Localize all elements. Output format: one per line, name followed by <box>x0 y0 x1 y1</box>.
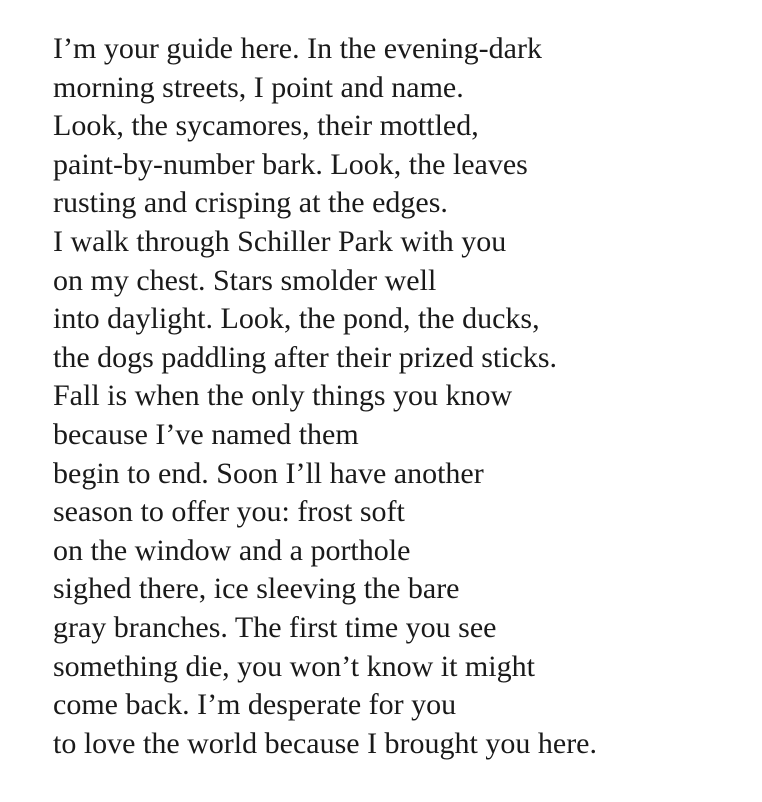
poem-line: Look, the sycamores, their mottled, <box>53 109 479 143</box>
poem-line: because I’ve named them <box>53 417 359 451</box>
poem-line: on my chest. Stars smolder well <box>53 263 437 297</box>
poem-line: the dogs paddling after their prized sticks. <box>53 340 558 374</box>
poem-line: gray branches. The first time you see <box>53 610 497 644</box>
poem-line: sighed there, ice sleeving the bare <box>53 572 460 606</box>
poem-line: to love the world because I brought you here. <box>53 726 597 760</box>
poem-line: morning streets, I point and name. <box>53 70 464 104</box>
poem-line: paint-by-number bark. Look, the leaves <box>53 147 528 181</box>
poem-line: season to offer you: frost soft <box>53 495 405 529</box>
poem-line: on the window and a porthole <box>53 533 411 567</box>
poem-text <box>53 30 743 763</box>
poem-line: Fall is when the only things you know <box>53 379 513 413</box>
poem-line: I’m your guide here. In the evening-dark <box>53 32 542 65</box>
poem-line: come back. I’m desperate for you <box>53 688 457 722</box>
poem-line: something die, you won’t know it might <box>53 649 535 683</box>
poem-line: begin to end. Soon I’ll have another <box>53 456 484 490</box>
poem-line: into daylight. Look, the pond, the ducks, <box>53 302 540 336</box>
poem-line: I walk through Schiller Park with you <box>53 224 507 258</box>
poem-line: rusting and crisping at the edges. <box>53 186 448 220</box>
